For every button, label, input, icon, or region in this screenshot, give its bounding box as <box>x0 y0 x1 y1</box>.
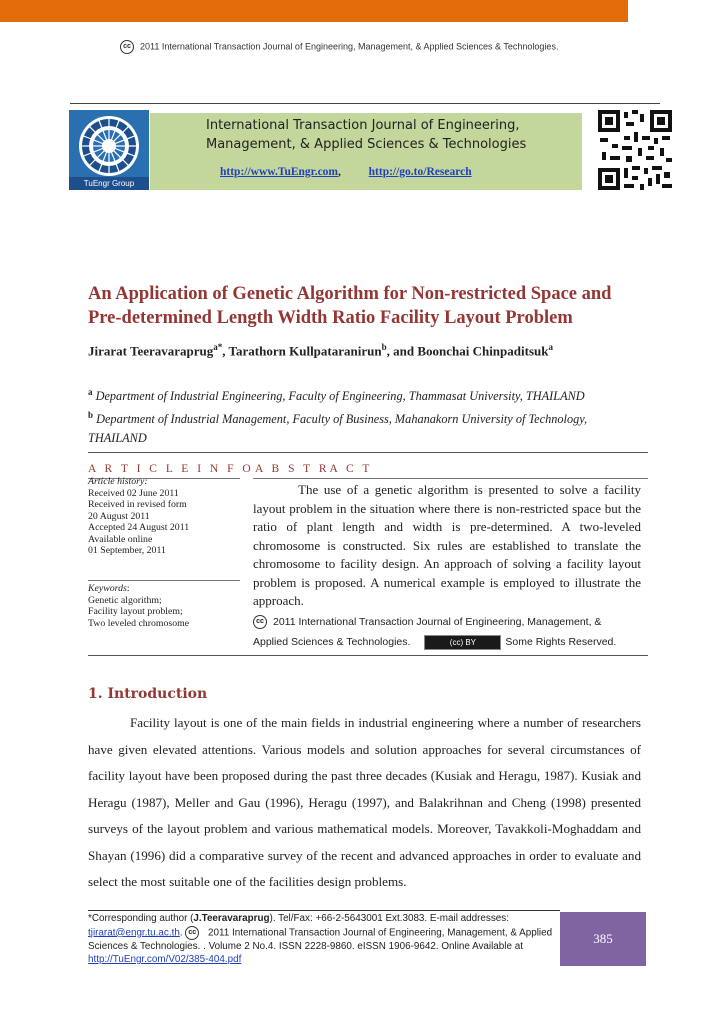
author-list <box>88 342 648 359</box>
rights-text: Some Rights Reserved. <box>505 636 617 648</box>
history-online: Available online <box>88 533 153 545</box>
keywords-colon: : <box>126 583 130 594</box>
article-info-heading: A R T I C L E I N F O <box>88 463 254 475</box>
header-copyright-text: 2011 International Transaction Journal of Engineering, Management, & Applied Sciences & Technologies. <box>140 41 559 52</box>
keyword-3: Two leveled chromosome <box>88 617 190 629</box>
abstract-heading: A B S T RA C T <box>255 463 373 475</box>
keywords-label: Keywords <box>88 583 127 594</box>
abstract-copyright-line2 <box>253 632 643 652</box>
abstract-bottom-rule <box>88 655 648 656</box>
affiliation-b-country: THAILAND <box>88 431 147 446</box>
history-online-date: 01 September, 2011 <box>88 545 166 556</box>
qr-code-icon <box>598 110 672 190</box>
cc-icon: cc <box>120 40 134 54</box>
affiliation-a-text: Department of Industrial Engineering, Faculty of Engineering, Thammasat University, THAILAND <box>92 389 585 404</box>
section-heading: 1. Introduction <box>88 686 208 702</box>
history-revised: Received in revised form <box>88 499 187 510</box>
footer-part2: ). Tel/Fax: +66-2-5643001 Ext.3083. E-mail addresses: <box>269 913 509 924</box>
affiliation-a-sup: a <box>88 387 93 397</box>
cc-by-badge-icon: (cc) BY <box>424 635 501 650</box>
keywords-heading <box>88 583 243 595</box>
abstract-heading-rule <box>253 478 648 479</box>
footer-author: J.Teeravaraprug <box>193 913 270 924</box>
abstract-copyright-text2: Applied Sciences & Technologies. <box>253 636 411 648</box>
history-label: Article history: <box>88 476 148 487</box>
keyword-2: Facility layout problem; <box>88 606 183 617</box>
affiliation-b <box>88 406 648 429</box>
affiliation-a <box>88 383 648 406</box>
paper-title <box>88 282 648 330</box>
keywords <box>88 583 243 629</box>
footer-part3: . <box>179 927 186 939</box>
footer-rule <box>88 910 560 911</box>
abstract-copyright-line1 <box>253 612 643 632</box>
cc-icon: cc <box>185 926 199 940</box>
header-rule <box>70 103 660 104</box>
page-number: 385 <box>560 912 646 966</box>
journal-title <box>206 116 566 154</box>
footer-url-link[interactable]: http://TuEngr.com/V02/385-404.pdf <box>88 954 242 966</box>
affiliation-b-text: Department of Industrial Management, Faculty of Business, Mahanakorn University of Technology, <box>93 412 588 427</box>
paper-title-line2: Pre-determined Length Width Ratio Facility Layout Problem <box>88 308 573 328</box>
footer-part1: *Corresponding author ( <box>88 913 194 924</box>
journal-title-line1: International Transaction Journal of Engineering, <box>206 118 520 133</box>
cc-icon: cc <box>253 615 267 629</box>
journal-link-tuengr[interactable]: http://www.TuEngr.com <box>220 166 339 178</box>
history-revised-date: 20 August 2011 <box>88 510 150 522</box>
journal-links <box>220 166 472 178</box>
author-3-sup: a <box>548 342 553 352</box>
journal-title-line2: Management, & Applied Sciences & Technologies <box>206 137 527 152</box>
keywords-rule <box>88 580 240 581</box>
history-received: Received 02 June 2011 <box>88 487 179 499</box>
abstract-body <box>253 481 641 611</box>
logo-caption: TuEngr Group <box>69 177 149 190</box>
header-copyright <box>120 40 558 54</box>
abstract-copyright <box>253 612 643 652</box>
author-2-sup: b <box>381 342 387 352</box>
author-1-sup: a* <box>213 342 223 352</box>
keyword-1: Genetic algorithm; <box>88 594 162 606</box>
journal-link-research[interactable]: http://go.to/Research <box>368 166 472 178</box>
abstract-copyright-text1: 2011 International Transaction Journal of Engineering, Management, & <box>273 616 602 628</box>
footer-email-link[interactable]: tjirarat@engr.tu.ac.th <box>88 927 180 939</box>
author-3: , and Boonchai Chinpaditsuk <box>386 343 549 359</box>
author-2: , Tarathorn Kullpataranirun <box>222 343 382 359</box>
link-separator: , <box>338 166 341 178</box>
info-top-rule <box>88 452 648 453</box>
affiliations <box>88 383 648 448</box>
introduction-text: Facility layout is one of the main fields in industrial engineering where a number of researchers have given elevated attentions. Various models and solution approaches for several circumstances of facility layout have been proposed during the past three decades (Kusiak and Heragu, 1987). Kusiak and Heragu (1987), Meller and Gau (1996), Heragu (1997), and Balakrihnan and Cheng (1998) presented surveys of the layout problem and various mathematical models. Moreover, Tavakkoli-Moghaddam and Shayan (1996) did a comparative survey of the recent and advanced approaches in order to evaluate and select the most suitable one of the facilities design problems. <box>88 715 641 889</box>
affiliation-b-sup: b <box>88 410 94 421</box>
top-color-bar <box>0 0 628 22</box>
article-history <box>88 476 243 557</box>
introduction-paragraph <box>88 710 641 896</box>
paper-title-line1: An Application of Genetic Algorithm for Non-restricted Space and <box>88 284 612 304</box>
author-1: Jirarat Teeravaraprug <box>88 343 214 359</box>
abstract-text: The use of a genetic algorithm is presented to solve a facility layout problem in the situation where there is non-restricted space but the ratio of plant length and width is pre-determined. A two-leveled chromosome is constructed. Six rules are established to translate the chromosome to facility design. An approach of solving a facility layout problem is proposed. A numerical example is employed to illustrate the approach. <box>253 482 641 608</box>
footer-note <box>88 912 558 967</box>
footer-part4: 2011 International Transaction Journal of Engineering, Management, & Applied Sciences & Technologies. . Volume 2 No.4. ISSN 2228-9860. eISSN 1906-9642. Online Available at <box>88 927 553 952</box>
history-accepted: Accepted 24 August 2011 <box>88 522 190 533</box>
